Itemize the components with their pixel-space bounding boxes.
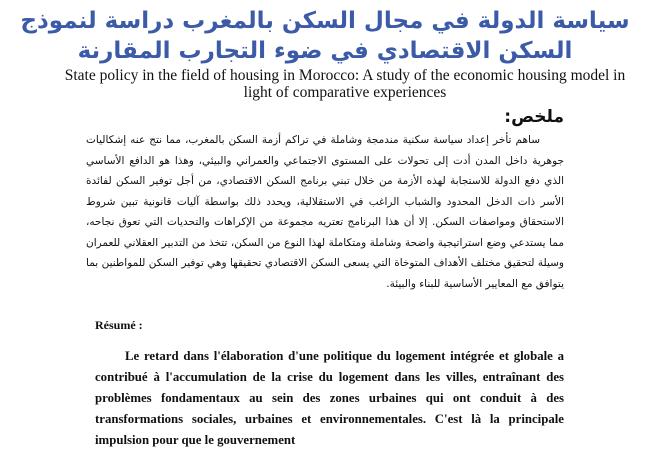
french-abstract-heading: Résumé : (95, 318, 143, 332)
arabic-abstract-heading: ملخص: (504, 107, 564, 127)
arabic-title-line-1: سياسة الدولة في مجال السكن بالمغرب دراسة لنموذج (20, 8, 630, 34)
english-title: State policy in the field of housing in Morocco: A study of the economic housing model in light of comparative experiences (64, 67, 626, 101)
french-abstract-body (95, 346, 564, 451)
french-abstract-text: Le retard dans l'élaboration d'une politique du logement intégrée et globale a contribué à l'accumulation de la crise du logement dans les villes, entraînant des problèmes fondamentaux au sein des zones urbaines qui ont conduit à des transformations sociales, urbaines et environnementales. C'est là la principale impulsion pour que le gouvernement (95, 349, 564, 447)
arabic-abstract-body: ساهم تأخر إعداد سياسة سكنية مندمجة وشاملة في تراكم أزمة السكن بالمغرب، مما نتج عنه إشكاليات جوهرية داخل المدن أدت إلى تحولات على المستوى الاجتماعي والعمراني والبيئي، وهذا هو الدافع الأساسي الذي دفع الدولة للاستجابة لهذه الأزمة من خلال تبني برنامج السكن الاقتصادي، من أجل توفير السكن لفائدة الأسر ذات الدخل المحدود والشباب الراغب في الاستقلالية، ويحدد ذلك بواسطة آليات قانونية تبين شروط الاستحقاق ومواصفات السكن. إلا أن هذا البرنامج تعتريه مجموعة من الإكراهات والتحديات التي تعوق نجاحه، مما يستدعي وضع استراتيجية واضحة وشاملة ومتكاملة لهذا النوع من السكن، تتخذ من التدبير العقلاني للعمران وسيلة لتحقيق مختلف الأهداف المتوخاة التي يسعى السكن الاقتصادي تحقيقها وهي توفير السكن للمواطنين بما يتوافق مع المعايير الأساسية للبناء والبيئة. (86, 134, 564, 290)
arabic-title (0, 6, 650, 66)
arabic-title-line-2: السكن الاقتصادي في ضوء التجارب المقارنة (77, 38, 573, 64)
